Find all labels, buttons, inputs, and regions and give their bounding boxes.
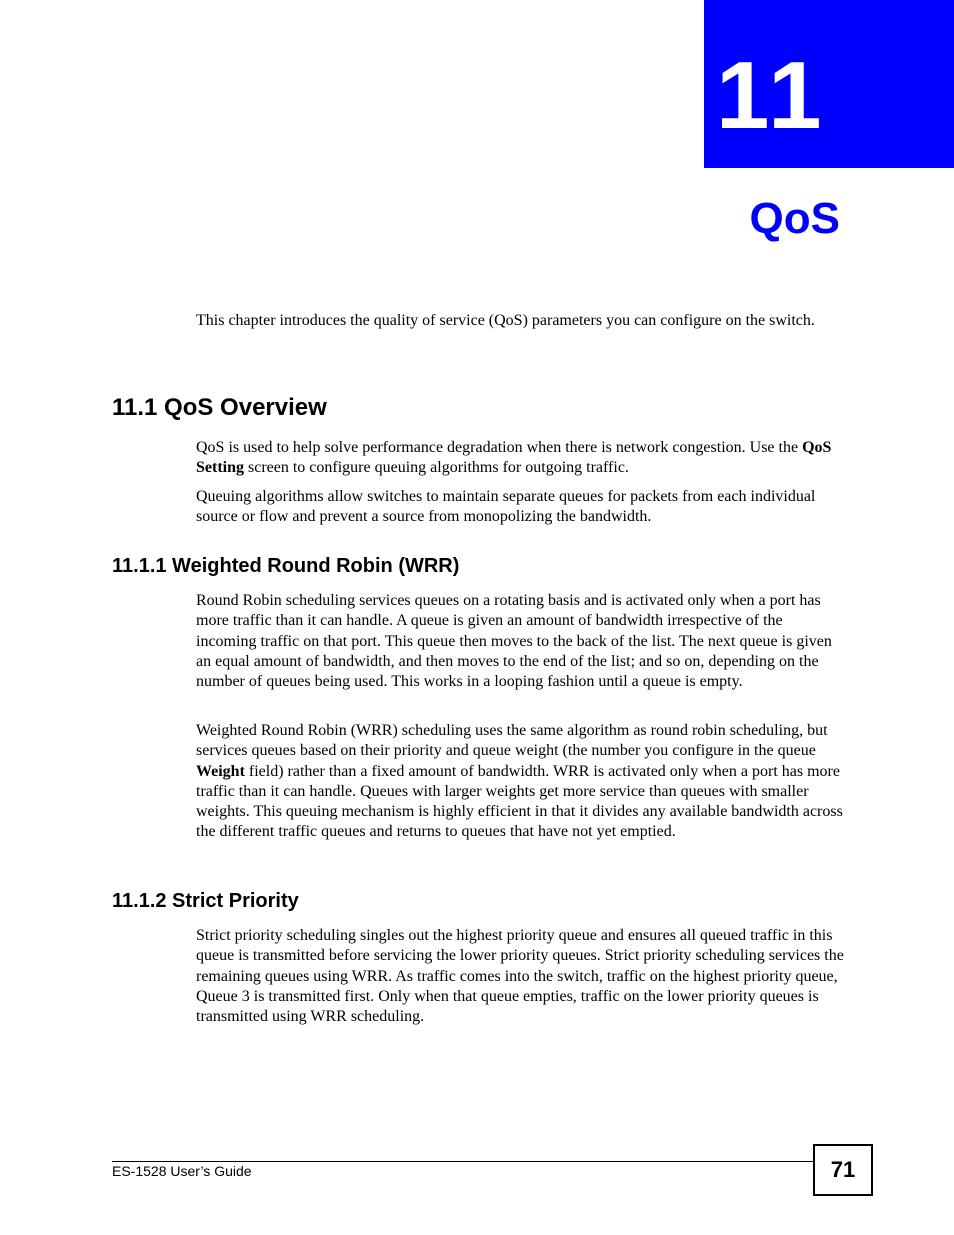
qos-setting-term: QoS Setting — [196, 439, 832, 477]
page-number: 71 — [813, 1144, 873, 1196]
intro-paragraph: This chapter introduces the quality of service (QoS) parameters you can configure on the switch. — [196, 312, 815, 329]
wrr-paragraph-1: Round Robin scheduling services queues on a rotating basis and is activated only when a port has more traffic than it can handle. A queue is given an amount of bandwidth irrespective of the incoming traffic on that port. This queue then moves to the back of the list. The next queue is given an equal amount of bandwidth, and then moves to the end of the list; and so on, depending on the number of queues being used. This works in a looping fashion until a queue is empty. — [196, 592, 832, 691]
chapter-number: 11 — [716, 42, 826, 149]
qos-overview-paragraph-2: Queuing algorithms allow switches to maintain separate queues for packets from each individual source or flow and prevent a source from monopolizing the bandwidth. — [196, 488, 816, 526]
strict-priority-paragraph: Strict priority scheduling singles out the highest priority queue and ensures all queued traffic in this queue is transmitted before servicing the lower priority queues. Strict priority scheduling services the remaining queues using WRR. As traffic comes into the switch, traffic on the highest priority queue, Queue 3 is transmitted first. Only when that queue empties, traffic on the lower priority queues is transmitted using WRR scheduling. — [196, 927, 844, 1026]
section-heading-qos-overview: 11.1 QoS Overview — [112, 394, 327, 421]
qos-overview-p1-text-after: screen to configure queuing algorithms for outgoing traffic. — [244, 459, 629, 477]
footer-guide-title: ES-1528 User’s Guide — [112, 1163, 252, 1179]
section-heading-strict-priority: 11.1.2 Strict Priority — [112, 890, 299, 912]
qos-overview-paragraph-1 — [196, 438, 844, 479]
qos-overview-p1-text-before: QoS is used to help solve performance degradation when there is network congestion. Use the — [196, 439, 803, 456]
wrr-p2-text-after: field) rather than a fixed amount of bandwidth. WRR is activated only when a port has more traffic than it can handle. Queues with larger weights get more service than queues with smaller weights. This queuing mechanism is highly efficient in that it divides any available bandwidth across the different traffic queues and returns to queues that have not yet emptied. — [196, 762, 843, 841]
wrr-paragraph-2 — [196, 721, 844, 843]
weight-term: Weight — [196, 762, 245, 780]
chapter-title: QoS — [749, 194, 840, 243]
wrr-p2-text-before: Weighted Round Robin (WRR) scheduling uses the same algorithm as round robin scheduling, but services queues based on their priority and queue weight (the number you configure in the queue — [196, 722, 828, 760]
section-heading-wrr: 11.1.1 Weighted Round Robin (WRR) — [112, 555, 460, 577]
